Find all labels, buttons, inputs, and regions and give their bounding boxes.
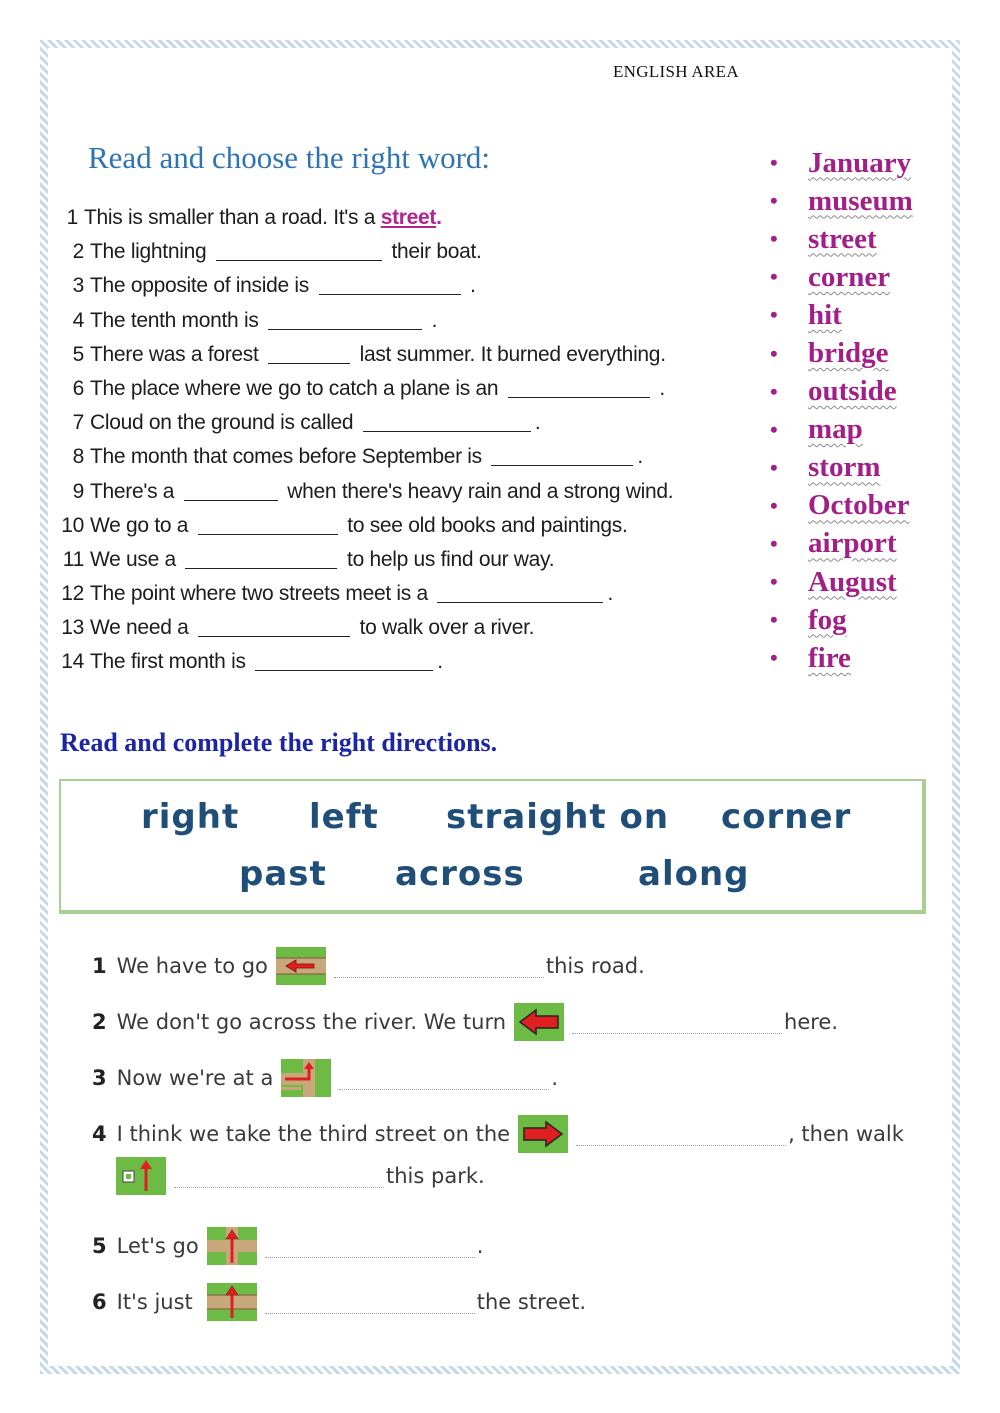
word-list-item <box>770 220 913 258</box>
section1-title: Read and choose the right word: <box>88 140 491 175</box>
question-number: 13 <box>61 616 84 640</box>
word-list-item <box>770 525 913 563</box>
word: outside <box>808 375 897 408</box>
direction-row-2 <box>92 1002 838 1042</box>
question-list <box>58 203 758 682</box>
question-text: The point where two streets meet is a <box>90 582 428 606</box>
answer-blank[interactable] <box>255 650 433 671</box>
direction-text-end: this road. <box>545 954 645 978</box>
answer-blank[interactable] <box>185 548 337 569</box>
bullet-icon: • <box>770 492 778 518</box>
answer-blank[interactable] <box>437 582 603 603</box>
direction-text: Let's go <box>116 1234 199 1258</box>
bullet-icon: • <box>770 150 778 176</box>
word: August <box>808 565 897 598</box>
direction-text-end: . <box>551 1066 559 1090</box>
question-text-end: . <box>534 411 541 435</box>
sample-answer: street <box>380 206 437 229</box>
direction-number: 1 <box>92 954 107 978</box>
past-arrow-icon <box>116 1157 166 1195</box>
direction-number: 3 <box>92 1066 107 1090</box>
question-text: There's a <box>90 479 175 503</box>
bullet-icon: • <box>770 530 778 556</box>
answer-blank[interactable] <box>216 240 382 261</box>
direction-number: 6 <box>92 1290 107 1314</box>
word-list <box>770 144 913 677</box>
word-list-item <box>770 296 913 334</box>
question-text-end: to see old books and paintings. <box>347 513 628 537</box>
word-bank-item: across <box>395 854 525 894</box>
word: October <box>808 489 910 522</box>
word: museum <box>808 184 913 217</box>
word: map <box>808 413 863 446</box>
question-text: This is smaller than a road. It's a <box>84 206 376 229</box>
question-text-end: when there's heavy rain and a strong wind. <box>287 479 674 503</box>
answer-blank[interactable] <box>268 343 350 364</box>
word-list-item <box>770 373 913 411</box>
direction-text: Now we're at a <box>116 1066 274 1090</box>
question-number: 6 <box>72 376 84 400</box>
answer-line[interactable] <box>339 1067 549 1090</box>
question-row-12 <box>58 579 758 613</box>
answer-line[interactable] <box>265 1235 475 1258</box>
bullet-icon: • <box>770 188 778 214</box>
answer-blank[interactable] <box>491 445 633 466</box>
word-list-item <box>770 182 913 220</box>
bullet-icon: • <box>770 607 778 633</box>
question-text-end: . <box>470 274 476 298</box>
question-text-end: . <box>436 206 442 229</box>
question-text: We use a <box>90 547 176 571</box>
question-text: The opposite of inside is <box>90 274 309 298</box>
question-text: There was a forest <box>90 342 259 366</box>
direction-text: We don't go across the river. We turn <box>116 1010 507 1034</box>
question-number: 8 <box>72 445 84 469</box>
bullet-icon: • <box>770 645 778 671</box>
answer-blank[interactable] <box>508 377 650 398</box>
question-row-4 <box>58 306 758 340</box>
turn-right-arrow-icon <box>518 1115 568 1153</box>
word-list-item <box>770 601 913 639</box>
question-text-end: to walk over a river. <box>359 616 535 640</box>
question-number: 3 <box>72 274 84 298</box>
word-list-item <box>770 334 913 372</box>
question-row-10 <box>58 511 758 545</box>
direction-text-end: the street. <box>476 1290 587 1314</box>
answer-line[interactable] <box>576 1123 786 1146</box>
word-list-item <box>770 563 913 601</box>
straight-on-arrow-icon <box>207 1227 257 1265</box>
question-row-1 <box>58 203 758 237</box>
word-list-item <box>770 144 913 182</box>
question-number: 5 <box>72 342 84 366</box>
word-list-item <box>770 487 913 525</box>
question-text: We need a <box>90 616 189 640</box>
direction-text: It's just <box>116 1290 193 1314</box>
direction-number: 2 <box>92 1010 107 1034</box>
word-list-item <box>770 258 913 296</box>
page-header: ENGLISH AREA <box>613 62 739 81</box>
word-bank-item: straight on <box>446 797 670 837</box>
question-text-end: . <box>607 582 613 606</box>
direction-row-5 <box>92 1226 483 1266</box>
word-bank-item: corner <box>721 797 852 837</box>
direction-row-1 <box>92 946 645 986</box>
bullet-icon: • <box>770 302 778 328</box>
question-number: 7 <box>72 411 84 435</box>
question-number: 14 <box>61 650 84 674</box>
question-text-end: . <box>437 650 443 674</box>
answer-line[interactable] <box>174 1165 384 1188</box>
direction-text-end: , then walk <box>788 1122 904 1146</box>
bullet-icon: • <box>770 264 778 290</box>
answer-blank[interactable] <box>319 274 461 295</box>
question-row-13 <box>58 613 758 647</box>
question-text: The first month is <box>90 650 246 674</box>
word-list-item <box>770 639 913 677</box>
question-number: 9 <box>72 479 84 503</box>
question-text: The month that comes before September is <box>90 445 482 469</box>
direction-number: 4 <box>92 1122 107 1146</box>
question-row-3 <box>58 271 758 305</box>
question-number: 12 <box>61 582 84 606</box>
question-row-14 <box>58 647 758 681</box>
question-text: The tenth month is <box>90 308 259 332</box>
corner-arrow-icon <box>281 1059 331 1097</box>
answer-blank[interactable] <box>184 480 278 501</box>
question-number: 4 <box>72 308 84 332</box>
question-text: The place where we go to catch a plane is an <box>90 376 499 400</box>
word: fire <box>808 641 851 674</box>
question-text: Cloud on the ground is called <box>90 411 354 435</box>
direction-row-6 <box>92 1282 586 1322</box>
word: storm <box>808 451 881 484</box>
word-bank <box>59 779 926 914</box>
section2-title: Read and complete the right directions. <box>60 728 498 757</box>
bullet-icon: • <box>770 569 778 595</box>
word-list-item <box>770 411 913 449</box>
direction-row-4 <box>92 1114 904 1154</box>
direction-text-end: this park. <box>386 1164 485 1188</box>
word: bridge <box>808 337 889 370</box>
question-text-end: their boat. <box>391 240 482 264</box>
question-row-5 <box>58 340 758 374</box>
question-row-8 <box>58 442 758 476</box>
question-number: 2 <box>72 240 84 264</box>
direction-text: We have to go <box>116 954 268 978</box>
question-number: 11 <box>62 547 84 571</box>
answer-line[interactable] <box>265 1291 475 1314</box>
across-arrow-icon <box>207 1283 257 1321</box>
answer-blank[interactable] <box>198 514 338 535</box>
along-arrow-icon <box>276 947 326 985</box>
direction-row-3 <box>92 1058 558 1098</box>
bullet-icon: • <box>770 378 778 404</box>
question-number: 10 <box>61 513 84 537</box>
direction-row-4b <box>112 1156 485 1196</box>
word-bank-item: past <box>239 854 327 894</box>
direction-text-end: here. <box>784 1010 839 1034</box>
question-row-7 <box>58 408 758 442</box>
word-list-item <box>770 449 913 487</box>
answer-blank[interactable] <box>363 411 531 432</box>
question-row-9 <box>58 477 758 511</box>
answer-line[interactable] <box>572 1011 782 1034</box>
word-bank-item: right <box>141 797 240 837</box>
question-text-end: . <box>659 376 665 400</box>
turn-left-arrow-icon <box>514 1003 564 1041</box>
word-bank-item: left <box>309 797 379 837</box>
question-row-6 <box>58 374 758 408</box>
direction-text: I think we take the third street on the <box>116 1122 511 1146</box>
word: airport <box>808 527 897 560</box>
question-row-2 <box>58 237 758 271</box>
direction-text-end: . <box>476 1234 484 1258</box>
word: street <box>808 222 877 255</box>
answer-blank[interactable] <box>268 309 422 330</box>
word: January <box>808 146 912 179</box>
question-text-end: . <box>431 308 438 332</box>
bullet-icon: • <box>770 454 778 480</box>
bullet-icon: • <box>770 416 778 442</box>
answer-line[interactable] <box>334 955 544 978</box>
bullet-icon: • <box>770 226 778 252</box>
question-row-11 <box>58 545 758 579</box>
direction-number: 5 <box>92 1234 107 1258</box>
question-text: The lightning <box>90 240 207 264</box>
word: corner <box>808 260 891 293</box>
answer-blank[interactable] <box>198 616 350 637</box>
question-text-end: to help us find our way. <box>347 547 555 571</box>
word-bank-item: along <box>638 854 750 894</box>
word: fog <box>808 603 847 636</box>
word: hit <box>808 298 842 331</box>
question-text: We go to a <box>90 513 189 537</box>
question-number: 1 <box>66 206 78 229</box>
question-text-end: . <box>637 445 643 469</box>
bullet-icon: • <box>770 340 778 366</box>
question-text-end: last summer. It burned everything. <box>359 342 666 366</box>
